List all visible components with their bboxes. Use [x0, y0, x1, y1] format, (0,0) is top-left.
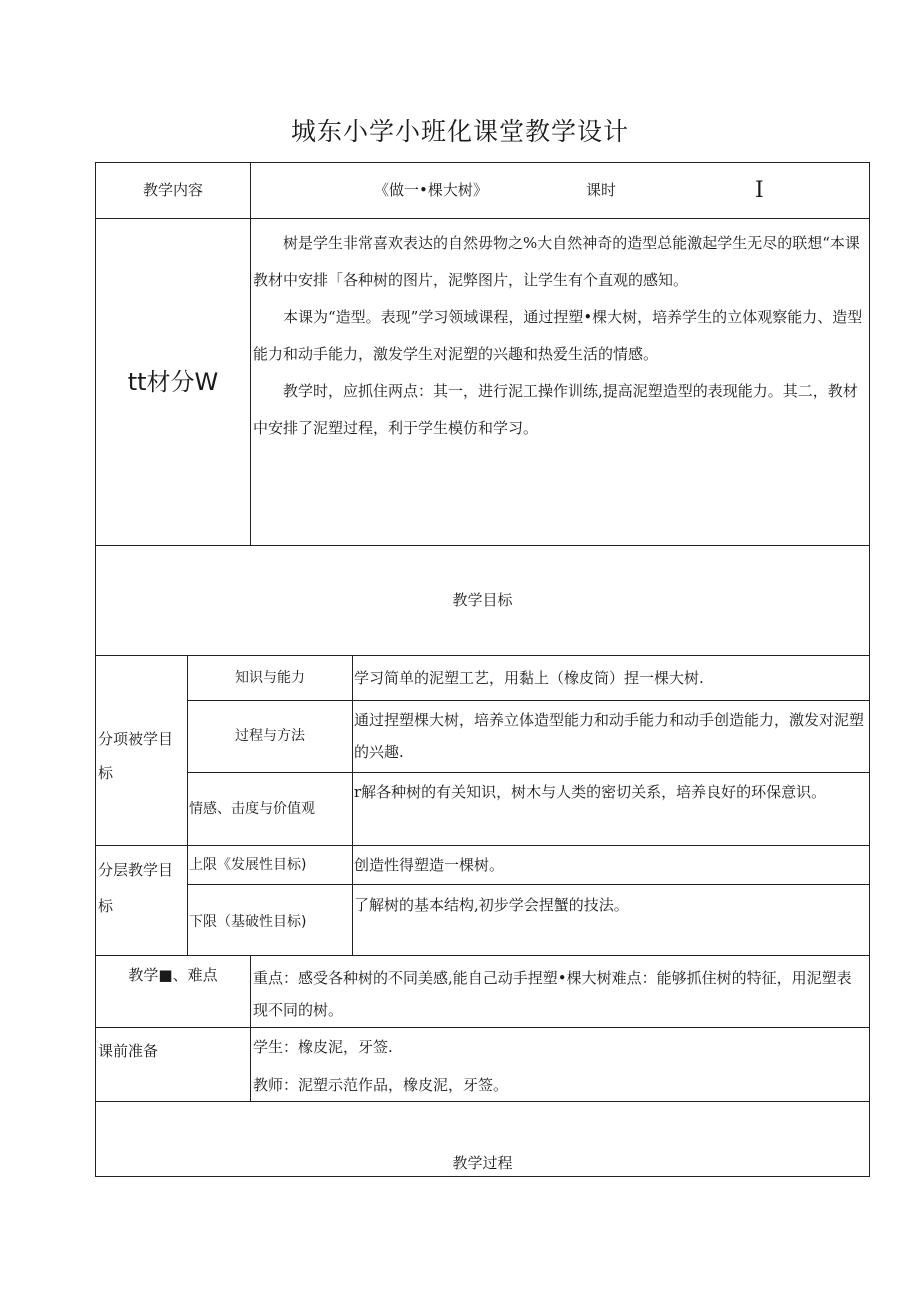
period-label: 课时 — [586, 181, 617, 199]
analysis-paragraph: 树是学生非常喜欢表达的自然毋物之%大自然神奇的造型总能激起学生无尽的联想“本课教材中安排「各种树的图片，泥弊图片，让学生有个直观的感知。 — [253, 234, 860, 289]
layered-value: 创造性得塑造一棵树。 — [354, 856, 505, 874]
content-label: 教学内容 — [142, 181, 203, 199]
prep-student: 学生：橡皮泥，牙签. — [253, 1038, 393, 1056]
analysis-paragraph: 教学时，应抓住两点：其一，进行泥工操作训练,提高泥塑造型的表现能力。其二，教材中安排了泥塑过程，利于学生模仿和学习。 — [253, 382, 858, 437]
layered-objectives-label: 分层教学目标 — [98, 861, 174, 915]
key-points-label: 教学■、难点 — [128, 966, 218, 984]
page-title: 城东小学小班化课堂教学设计 — [290, 117, 629, 146]
objective-value: r解各种树的有关知识，树木与人类的密切关系，培养良好的环保意识。 — [354, 783, 827, 801]
objectives-heading: 教学目标 — [452, 591, 513, 609]
period-value: I — [755, 178, 764, 203]
sub-objectives-label: 分项被学目标 — [98, 730, 174, 782]
objective-label: 知识与能力 — [235, 670, 305, 686]
analysis-text — [253, 225, 866, 447]
layered-label: 下限（基破性目标) — [189, 914, 307, 930]
prep-label: 课前准备 — [98, 1042, 159, 1060]
content-value: 《做一•棵大树》 — [374, 181, 488, 199]
analysis-label: tt材分W — [127, 367, 219, 396]
objective-label: 情感、击度与价值观 — [189, 801, 315, 817]
objective-value: 学习简单的泥塑工艺，用黏上（橡皮筒）捏一棵大树. — [354, 669, 704, 687]
analysis-paragraph: 本课为“造型。表现”学习领域课程，通过捏塑•棵大树，培养学生的立体观察能力、造型能力和动手能力，激发学生对泥塑的兴趣和热爱生活的情感。 — [253, 308, 863, 363]
objective-label: 过程与方法 — [235, 728, 305, 744]
process-heading: 教学过程 — [452, 1154, 513, 1172]
prep-teacher: 教师：泥塑示范作品，橡皮泥，牙签。 — [253, 1076, 509, 1094]
objective-value: 通过捏塑棵大树，培养立体造型能力和动手能力和动手创造能力，激发对泥塑的兴趣. — [354, 711, 865, 761]
layered-value: 了解树的基本结构,初步学会捏蟹的技法。 — [354, 896, 629, 914]
key-points-value: 重点：感受各种树的不同美感,能自己动手捏塑•棵大树难点：能够抓住树的特征，用泥塑表现不同的树。 — [253, 969, 852, 1019]
layered-label: 上限《发展性目标) — [189, 857, 307, 873]
